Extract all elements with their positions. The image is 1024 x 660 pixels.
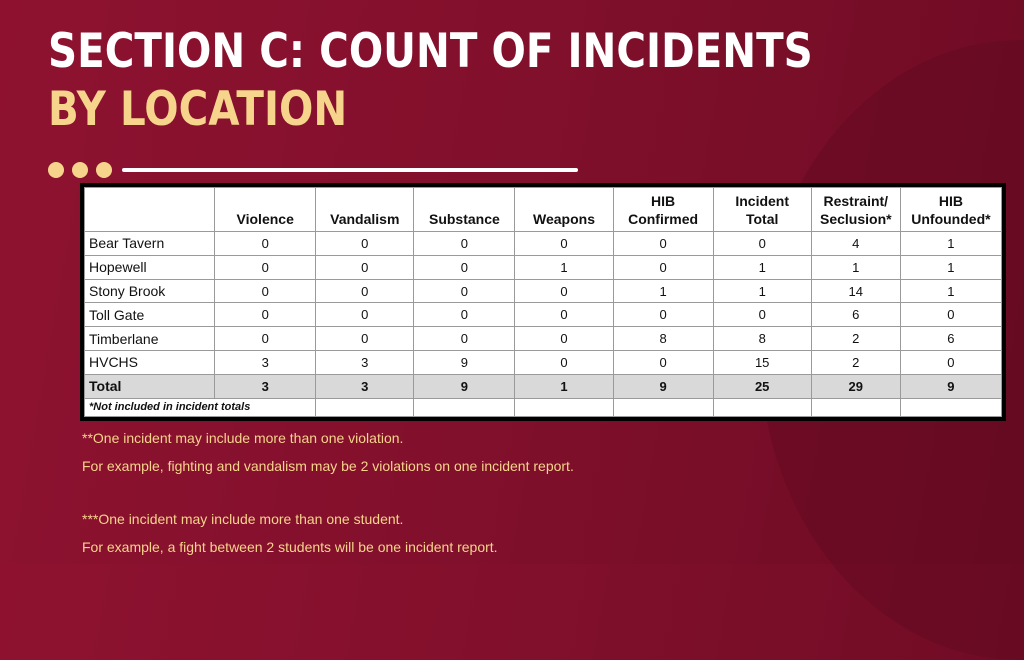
table-cell: 0	[713, 232, 811, 256]
empty-cell	[900, 398, 1001, 416]
header-hib-unfounded: HIB Unfounded*	[900, 188, 1001, 232]
table-cell: 1	[613, 279, 713, 303]
note-violation: **One incident may include more than one violation.	[82, 430, 404, 446]
table-cell: 0	[900, 303, 1001, 327]
table-cell: 0	[414, 255, 515, 279]
table-cell: 0	[613, 351, 713, 375]
header-vandalism: Vandalism	[316, 188, 414, 232]
incidents-table-frame	[80, 183, 1006, 421]
total-cell: 3	[316, 374, 414, 398]
table-cell: 0	[613, 255, 713, 279]
table-cell: 1	[713, 279, 811, 303]
table-cell: 9	[414, 351, 515, 375]
header-weapons: Weapons	[515, 188, 613, 232]
table-cell: 0	[215, 255, 316, 279]
table-cell: 1	[900, 255, 1001, 279]
total-cell: 25	[713, 374, 811, 398]
header-incident-total: Incident Total	[713, 188, 811, 232]
header-restraint-seclusion: Restraint/ Seclusion*	[811, 188, 900, 232]
row-location: Timberlane	[85, 327, 215, 351]
table-cell: 0	[215, 303, 316, 327]
header-hib-confirmed: HIB Confirmed	[613, 188, 713, 232]
table-row	[85, 255, 1002, 279]
note-student: ***One incident may include more than one student.	[82, 511, 404, 527]
empty-cell	[613, 398, 713, 416]
header-violence: Violence	[215, 188, 316, 232]
table-cell: 6	[811, 303, 900, 327]
empty-cell	[316, 398, 414, 416]
table-cell: 0	[414, 303, 515, 327]
table-cell: 0	[414, 232, 515, 256]
table-cell: 2	[811, 327, 900, 351]
table-cell: 4	[811, 232, 900, 256]
footnote-row	[85, 398, 1002, 416]
header-location	[85, 188, 215, 232]
table-cell: 3	[215, 351, 316, 375]
table-header-row	[85, 188, 1002, 232]
empty-cell	[414, 398, 515, 416]
table-cell: 0	[613, 303, 713, 327]
slide-title-line-2: BY LOCATION	[48, 82, 348, 137]
decorative-dots	[48, 162, 112, 178]
table-cell: 2	[811, 351, 900, 375]
dot-icon	[72, 162, 88, 178]
table-cell: 0	[316, 327, 414, 351]
table-footnote: *Not included in incident totals	[85, 398, 316, 416]
table-row	[85, 351, 1002, 375]
header-substance: Substance	[414, 188, 515, 232]
total-cell: 1	[515, 374, 613, 398]
empty-cell	[713, 398, 811, 416]
table-cell: 0	[900, 351, 1001, 375]
total-cell: 9	[613, 374, 713, 398]
table-cell: 0	[515, 232, 613, 256]
table-cell: 0	[414, 327, 515, 351]
table-cell: 0	[515, 303, 613, 327]
table-cell: 1	[515, 255, 613, 279]
table-cell: 0	[316, 279, 414, 303]
total-label: Total	[85, 374, 215, 398]
table-cell: 0	[316, 303, 414, 327]
table-cell: 3	[316, 351, 414, 375]
table-cell: 15	[713, 351, 811, 375]
table-row	[85, 303, 1002, 327]
table-cell: 8	[613, 327, 713, 351]
title-divider	[122, 168, 578, 172]
dot-icon	[48, 162, 64, 178]
table-cell: 0	[713, 303, 811, 327]
total-cell: 9	[900, 374, 1001, 398]
slide-title-line-1: SECTION C: COUNT OF INCIDENTS	[48, 24, 813, 79]
note-student-example: For example, a fight between 2 students will be one incident report.	[82, 539, 498, 555]
table-cell: 1	[713, 255, 811, 279]
total-row	[85, 374, 1002, 398]
row-location: Hopewell	[85, 255, 215, 279]
table-cell: 1	[900, 279, 1001, 303]
table-row	[85, 279, 1002, 303]
table-cell: 1	[811, 255, 900, 279]
table-cell: 0	[613, 232, 713, 256]
table-row	[85, 232, 1002, 256]
table-cell: 0	[414, 279, 515, 303]
table-cell: 0	[215, 232, 316, 256]
total-cell: 9	[414, 374, 515, 398]
table-cell: 8	[713, 327, 811, 351]
table-cell: 6	[900, 327, 1001, 351]
table-cell: 0	[316, 232, 414, 256]
row-location: Bear Tavern	[85, 232, 215, 256]
table-cell: 0	[515, 327, 613, 351]
table-cell: 0	[215, 279, 316, 303]
empty-cell	[811, 398, 900, 416]
table-cell: 0	[515, 351, 613, 375]
incidents-table	[84, 187, 1002, 417]
table-cell: 14	[811, 279, 900, 303]
row-location: HVCHS	[85, 351, 215, 375]
row-location: Stony Brook	[85, 279, 215, 303]
dot-icon	[96, 162, 112, 178]
note-violation-example: For example, fighting and vandalism may be 2 violations on one incident report.	[82, 458, 574, 474]
table-row	[85, 327, 1002, 351]
table-cell: 0	[515, 279, 613, 303]
empty-cell	[515, 398, 613, 416]
row-location: Toll Gate	[85, 303, 215, 327]
table-cell: 1	[900, 232, 1001, 256]
total-cell: 3	[215, 374, 316, 398]
table-cell: 0	[316, 255, 414, 279]
table-cell: 0	[215, 327, 316, 351]
total-cell: 29	[811, 374, 900, 398]
